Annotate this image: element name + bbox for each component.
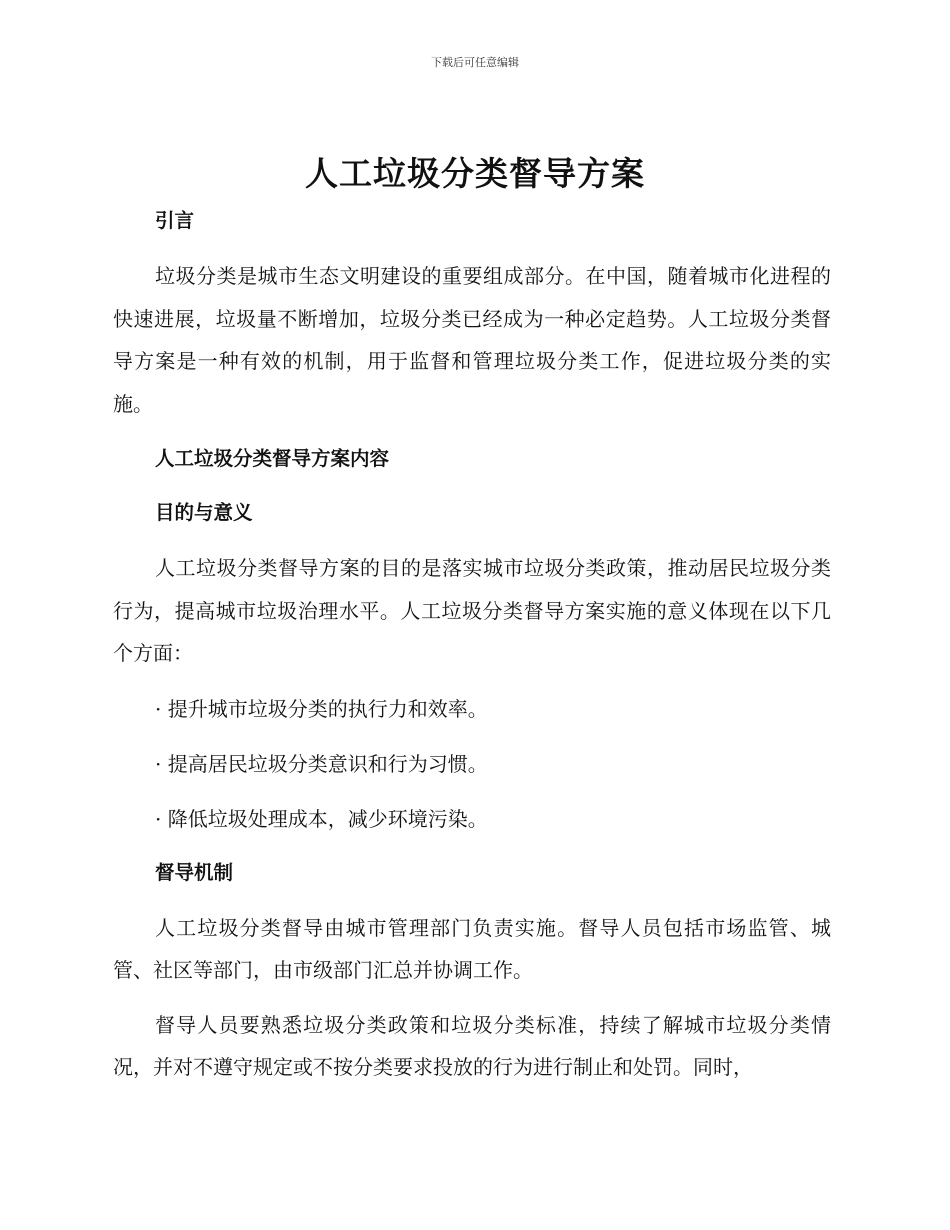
section-heading-content: 人工垃圾分类督导方案内容 — [155, 447, 390, 470]
section-heading-intro: 引言 — [155, 209, 195, 232]
section-heading-purpose: 目的与意义 — [155, 501, 253, 524]
bullet-item: · 提升城市垃圾分类的执行力和效率。 — [155, 696, 488, 721]
paragraph-mechanism-2: 督导人员要熟悉垃圾分类政策和垃圾分类标准，持续了解城市垃圾分类情况，并对不遵守规定或不按分类要求投放的行为进行制止和处罚。同时， — [113, 1012, 831, 1079]
paragraph-mechanism-1: 人工垃圾分类督导由城市管理部门负责实施。督导人员包括市场监管、城管、社区等部门，由市级部门汇总并协调工作。 — [113, 915, 831, 982]
header-note: 下载后可任意编辑 — [431, 56, 519, 69]
document-body — [113, 203, 831, 1089]
paragraph-purpose: 人工垃圾分类督导方案的目的是落实城市垃圾分类政策，推动居民垃圾分类行为，提高城市垃圾治理水平。人工垃圾分类督导方案实施的意义体现在以下几个方面： — [113, 556, 831, 665]
section-heading-mechanism: 督导机制 — [155, 860, 234, 884]
document-title: 人工垃圾分类督导方案 — [305, 154, 645, 193]
bullet-item: · 提高居民垃圾分类意识和行为习惯。 — [155, 751, 488, 776]
paragraph-intro: 垃圾分类是城市生态文明建设的重要组成部分。在中国，随着城市化进程的快速进展，垃圾量不断增加，垃圾分类已经成为一种必定趋势。人工垃圾分类督导方案是一种有效的机制，用于监督和管理垃圾分类工作，促进垃圾分类的实施。 — [113, 264, 831, 416]
bullet-item: · 降低垃圾处理成本，减少环境污染。 — [155, 806, 488, 831]
